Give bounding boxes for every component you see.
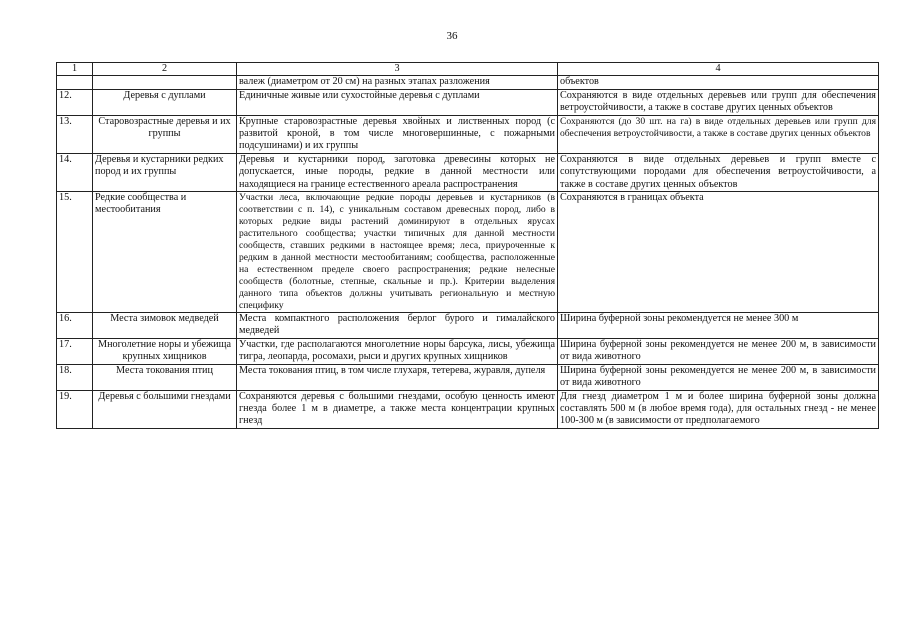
preservation-rule: Ширина буферной зоны рекомендуется не менее 300 м: [558, 313, 879, 339]
object-name: Многолетние норы и убежища крупных хищников: [93, 338, 237, 364]
row-number: 13.: [57, 115, 93, 153]
object-description: Участки, где располагаются многолетние норы барсука, лисы, убежища тигра, леопарда, росомахи, рыси и других крупных хищников: [237, 338, 558, 364]
preservation-rule: Для гнезд диаметром 1 м и более ширина буферной зоны должна составлять 500 м (в любое время года), для остальных гнезд - не менее 100-300 м (в зависимости от предполагаемого: [558, 390, 879, 428]
preservation-rule: объектов: [558, 76, 879, 89]
row-number: 19.: [57, 390, 93, 428]
table-row: [57, 390, 879, 428]
table-row: [57, 313, 879, 339]
row-number: 12.: [57, 89, 93, 115]
table-row: [57, 338, 879, 364]
row-number: [57, 76, 93, 89]
preservation-rule: Сохраняются (до 30 шт. на га) в виде отдельных деревьев или групп для обеспечения ветроустойчивости, а также в составе других ценных объектов: [558, 115, 879, 153]
column-header-4: 4: [558, 63, 879, 76]
object-name: [93, 76, 237, 89]
column-header-1: 1: [57, 63, 93, 76]
preservation-rule: Сохраняются в границах объекта: [558, 192, 879, 313]
object-name: Деревья и кустарники редких пород и их группы: [93, 153, 237, 191]
object-name: Редкие сообщества и местообитания: [93, 192, 237, 313]
row-number: 17.: [57, 338, 93, 364]
object-description: валеж (диаметром от 20 см) на разных этапах разложения: [237, 76, 558, 89]
object-description: Деревья и кустарники пород, заготовка древесины которых не допускается, иные породы, редкие в данной местности или находящиеся на границе естественного ареала распространения: [237, 153, 558, 191]
preservation-rule: Сохраняются в виде отдельных деревьев или групп для обеспечения ветроустойчивости, а также в составе других ценных объектов: [558, 89, 879, 115]
object-description: Места токования птиц, в том числе глухаря, тетерева, журавля, дупеля: [237, 364, 558, 390]
criteria-table: [56, 62, 879, 429]
object-name: Места зимовок медведей: [93, 313, 237, 339]
row-number: 18.: [57, 364, 93, 390]
object-description: Единичные живые или сухостойные деревья с дуплами: [237, 89, 558, 115]
object-name: Старовозрастные деревья и их группы: [93, 115, 237, 153]
preservation-rule: Ширина буферной зоны рекомендуется не менее 200 м, в зависимости от вида животного: [558, 338, 879, 364]
page-number: 36: [446, 30, 458, 42]
table-row: [57, 89, 879, 115]
row-number: 15.: [57, 192, 93, 313]
column-header-2: 2: [93, 63, 237, 76]
row-number: 14.: [57, 153, 93, 191]
object-description: Места компактного расположения берлог бурого и гималайского медведей: [237, 313, 558, 339]
table-row: [57, 115, 879, 153]
object-name: Места токования птиц: [93, 364, 237, 390]
preservation-rule: Сохраняются в виде отдельных деревьев и групп вместе с сопутствующими породами для обеспечения ветроустойчивости, а также в составе других ценных объектов: [558, 153, 879, 191]
column-header-3: 3: [237, 63, 558, 76]
object-name: Деревья с дуплами: [93, 89, 237, 115]
preservation-rule: Ширина буферной зоны рекомендуется не менее 200 м, в зависимости от вида животного: [558, 364, 879, 390]
row-number: 16.: [57, 313, 93, 339]
table-row: [57, 192, 879, 313]
table-row: [57, 364, 879, 390]
object-name: Деревья с большими гнездами: [93, 390, 237, 428]
object-description: Крупные старовозрастные деревья хвойных и лиственных пород (с развитой кроной, в том числе многовершинные, с пожарными подсушинами) и их группы: [237, 115, 558, 153]
header-row: [57, 63, 879, 76]
object-description: Участки леса, включающие редкие породы деревьев и кустарников (в соответствии с п. 14), с уникальным составом древесных пород, либо в которых редкие виды растений доминируют в отдельных ярусах растительного сообщества; участки типичных для данной местности сообществ, ставших редкими в настоящее время; леса, приуроченные к редким в данной местности местообитаниям; сообщества, расположенные на естественном пределе своего распространения; редкие нелесные сообществ (болотные, степные, скальные и пр.). Критерии выделения данного типа объектов должны учитывать региональную и местную специфику: [237, 192, 558, 313]
object-description: Сохраняются деревья с большими гнездами, особую ценность имеют гнезда более 1 м в диаметре, а также места концентрации крупных гнезд: [237, 390, 558, 428]
table-row: [57, 76, 879, 89]
table-row: [57, 153, 879, 191]
